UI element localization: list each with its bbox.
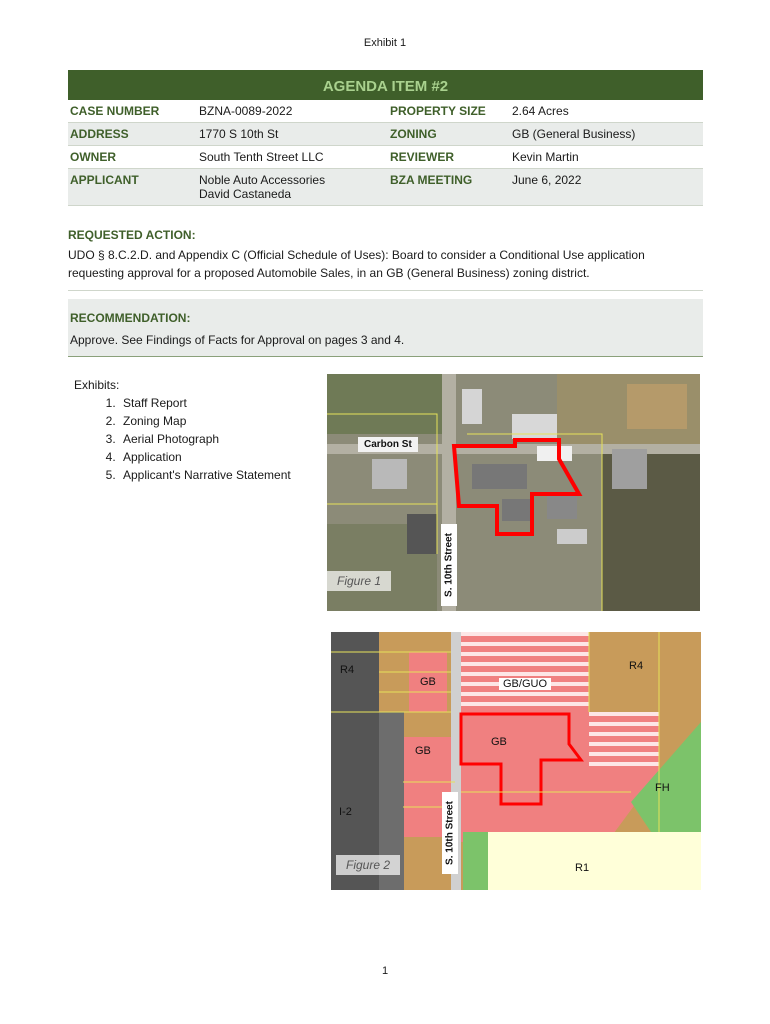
applicant-label: APPLICANT bbox=[68, 169, 197, 206]
zone-label-r4: R4 bbox=[629, 660, 644, 672]
zone-label-gb: GB bbox=[420, 676, 436, 688]
applicant-row bbox=[68, 169, 703, 206]
property-size-label: PROPERTY SIZE bbox=[388, 100, 510, 123]
page-number: 1 bbox=[381, 965, 389, 977]
zoning-value: GB (General Business) bbox=[510, 123, 703, 146]
exhibit-item: 1. Staff Report bbox=[119, 394, 291, 412]
figure1-caption: Figure 1 bbox=[327, 571, 391, 591]
requested-action-line-2: requesting approval for a proposed Automobile Sales, in an GB (General Business) zoning district. bbox=[68, 266, 590, 280]
address-row bbox=[68, 123, 703, 146]
applicant-line-2: David Castaneda bbox=[199, 187, 292, 201]
recommendation-heading: RECOMMENDATION: bbox=[70, 311, 191, 325]
street-label-10th bbox=[441, 524, 457, 606]
zone-label-r4: R4 bbox=[340, 664, 355, 676]
street-label-10th bbox=[442, 792, 458, 874]
exhibit-item: 5. Applicant's Narrative Statement bbox=[119, 466, 291, 484]
exhibit-item: 2. Zoning Map bbox=[119, 412, 291, 430]
zoning-label: ZONING bbox=[388, 123, 510, 146]
agenda-title: AGENDA ITEM #2 bbox=[68, 70, 703, 100]
zone-label-fh: FH bbox=[655, 782, 670, 794]
bza-meeting-label: BZA MEETING bbox=[388, 169, 510, 206]
exhibits-items bbox=[74, 394, 291, 484]
zone-label-gb: GB bbox=[415, 745, 431, 757]
reviewer-label: REVIEWER bbox=[388, 146, 510, 169]
aerial-photo-figure bbox=[327, 374, 700, 611]
address-label: ADDRESS bbox=[68, 123, 197, 146]
recommendation-section bbox=[68, 299, 703, 357]
applicant-value bbox=[197, 169, 388, 206]
recommendation-text: Approve. See Findings of Facts for Approval on pages 3 and 4. bbox=[70, 333, 405, 347]
case-number-value: BZNA-0089-2022 bbox=[197, 100, 388, 123]
exhibits-list bbox=[74, 376, 291, 484]
requested-action-heading: REQUESTED ACTION: bbox=[68, 228, 196, 242]
street-label-10th-text: S. 10th Street bbox=[444, 801, 456, 865]
carbon-st-label: Carbon St bbox=[358, 437, 418, 452]
zoning-map-image bbox=[331, 632, 701, 890]
exhibit-item: 4. Application bbox=[119, 448, 291, 466]
address-value: 1770 S 10th St bbox=[197, 123, 388, 146]
owner-value: South Tenth Street LLC bbox=[197, 146, 388, 169]
bza-meeting-value: June 6, 2022 bbox=[510, 169, 703, 206]
reviewer-value: Kevin Martin bbox=[510, 146, 703, 169]
case-number-label: CASE NUMBER bbox=[68, 100, 197, 123]
street-label-10th-text: S. 10th Street bbox=[443, 533, 455, 597]
owner-row bbox=[68, 146, 703, 169]
figure2-caption: Figure 2 bbox=[336, 855, 400, 875]
zone-label-gb-guo: GB/GUO bbox=[499, 678, 551, 690]
zone-label-r1: R1 bbox=[575, 862, 590, 874]
zone-label-i2: I-2 bbox=[339, 806, 352, 818]
zone-label-gb-site: GB bbox=[491, 736, 507, 748]
exhibits-heading: Exhibits: bbox=[74, 378, 120, 392]
applicant-line-1: Noble Auto Accessories bbox=[199, 173, 326, 187]
case-info-table bbox=[68, 100, 703, 206]
exhibit-label: Exhibit 1 bbox=[363, 37, 407, 49]
property-size-value: 2.64 Acres bbox=[510, 100, 703, 123]
exhibit-item: 3. Aerial Photograph bbox=[119, 430, 291, 448]
zoning-map-figure bbox=[331, 632, 701, 890]
requested-action-line-1: UDO § 8.C.2.D. and Appendix C (Official Schedule of Uses): Board to consider a Conditional Use application bbox=[68, 248, 645, 262]
case-number-row bbox=[68, 100, 703, 123]
requested-action-section bbox=[68, 226, 703, 291]
owner-label: OWNER bbox=[68, 146, 197, 169]
